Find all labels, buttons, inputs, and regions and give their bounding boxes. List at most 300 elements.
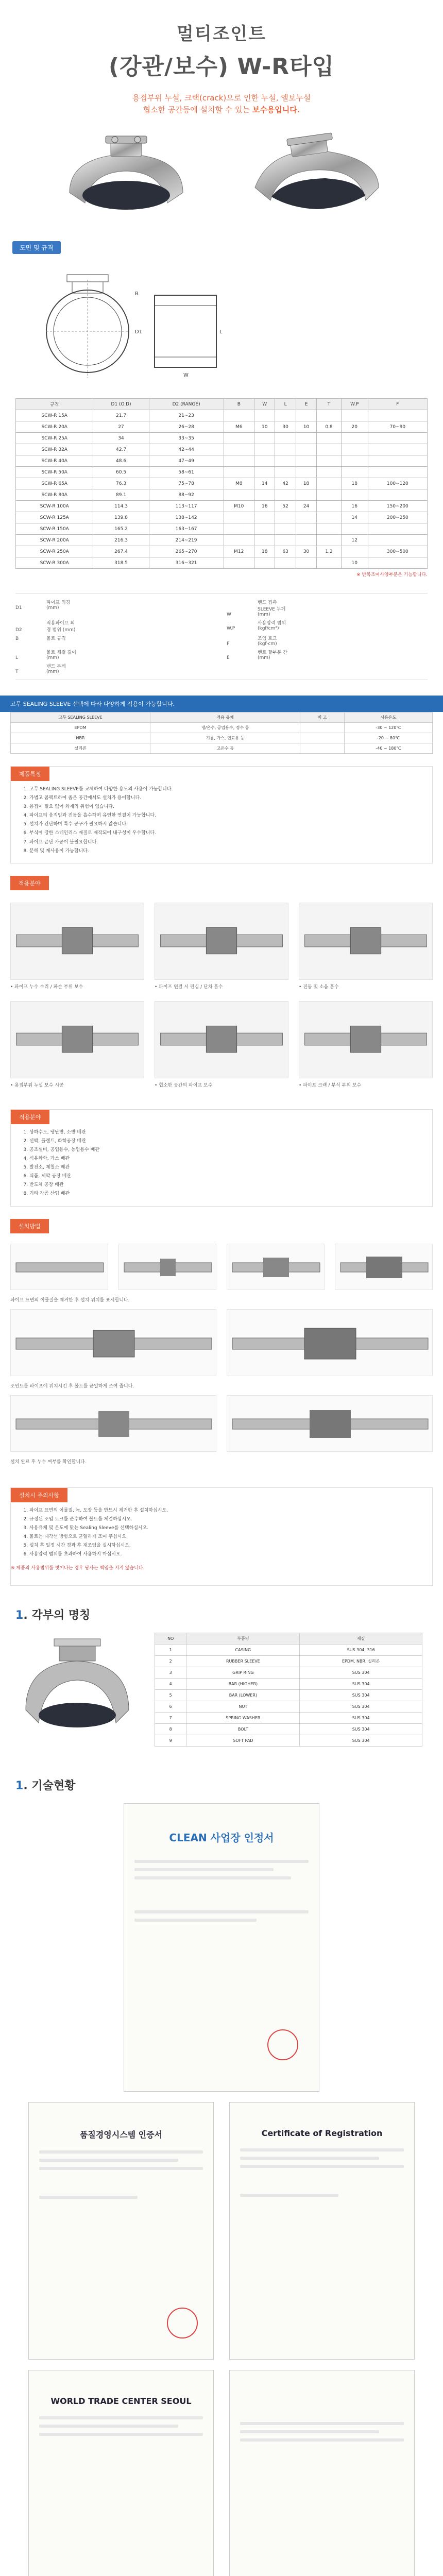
certificate-clean (124, 1803, 319, 2092)
spec-cell (254, 557, 275, 569)
spec-cell: 21.7 (93, 410, 149, 421)
spec-cell: 12 (341, 535, 368, 546)
spec-cell (317, 512, 341, 523)
spec-cell: 300~500 (368, 546, 427, 557)
spec-cell: 26~28 (149, 421, 224, 433)
caution-item: 4. 볼트는 대각선 방향으로 균일하게 조여 주십시오. (29, 1533, 422, 1541)
spec-cell (224, 455, 254, 467)
parts-cell: 2 (155, 1656, 186, 1667)
usage-item: 8. 기타 각종 산업 배관 (29, 1190, 422, 1198)
legend-item (15, 663, 216, 674)
applications-grid (10, 903, 433, 1090)
parts-cell: CASING (186, 1645, 300, 1656)
materials-header-0: 고무 SEALING SLEEVE (11, 713, 150, 723)
spec-cell: 30 (275, 421, 296, 433)
table-row (16, 478, 428, 489)
cautions-box (10, 1487, 433, 1586)
parts-cell: SUS 304 (300, 1701, 422, 1713)
spec-cell (317, 467, 341, 478)
table-row (16, 546, 428, 557)
materials-heading: 고무 SEALING SLEEVE 선택에 따라 다양하게 적용이 가능합니다. (0, 696, 443, 712)
spec-cell: 165.2 (93, 523, 149, 535)
legend-desc: 볼트 체결 길이 (mm) (46, 650, 76, 660)
spec-cell (224, 489, 254, 501)
parts-table (155, 1633, 422, 1747)
spec-cell (275, 512, 296, 523)
spec-cell: 52 (275, 501, 296, 512)
legend-symbol: W.P (227, 626, 235, 631)
spec-cell (296, 512, 316, 523)
spec-cell: 42~44 (149, 444, 224, 455)
table-row (155, 1701, 422, 1713)
parts-cell: SUS 304 (300, 1690, 422, 1701)
certificate-4 (28, 2370, 214, 2576)
table-row (155, 1656, 422, 1667)
spec-cell (317, 433, 341, 444)
table-row (16, 512, 428, 523)
certificate-row-2 (10, 2370, 433, 2576)
caution-item: 2. 규정된 조임 토크를 준수하여 볼트를 체결하십시오. (29, 1515, 422, 1524)
spec-cell (224, 444, 254, 455)
certificate-4-title: WORLD TRADE CENTER SEOUL (50, 2396, 192, 2406)
spec-cell (368, 444, 427, 455)
spec-cell (275, 557, 296, 569)
spec-cell: SCW-R 20A (16, 421, 93, 433)
parts-cell: SUS 304 (300, 1735, 422, 1747)
spec-cell (275, 467, 296, 478)
spec-cell (341, 410, 368, 421)
install-step-2 (118, 1244, 216, 1290)
legend-desc: 밴드 접촉 SLEEVE 두께 (mm) (258, 600, 286, 617)
spec-header-3: B (224, 399, 254, 410)
spec-cell (317, 478, 341, 489)
spec-cell: 318.5 (93, 557, 149, 569)
parts-cell: BAR (HIGHER) (186, 1679, 300, 1690)
spec-cell: 16 (341, 501, 368, 512)
svg-text:B: B (135, 291, 139, 297)
spec-cell: 76.3 (93, 478, 149, 489)
application-image (155, 1001, 288, 1078)
table-row (16, 410, 428, 421)
spec-cell: 63 (275, 546, 296, 557)
application-image (155, 903, 288, 980)
spec-cell (254, 410, 275, 421)
install-caption-1: 파이프 표면의 이물질을 제거한 후 설치 위치를 표시합니다. (10, 1297, 130, 1303)
spec-cell (317, 535, 341, 546)
pipe-illustration (11, 1310, 217, 1377)
caution-item: 1. 파이프 표면의 이물질, 녹, 도장 등을 반드시 제거한 후 설치하십시오. (29, 1506, 422, 1515)
parts-title: 1. 각부의 명칭 (15, 1609, 91, 1622)
spec-cell: SCW-R 32A (16, 444, 93, 455)
feature-item: 6. 부식에 강한 스테인리스 재질로 제작되어 내구성이 우수합니다. (29, 829, 422, 838)
spec-cell: 10 (254, 421, 275, 433)
spec-cell (296, 489, 316, 501)
feature-item: 8. 분해 및 재사용이 가능합니다. (29, 847, 422, 856)
pipe-illustration (11, 1244, 109, 1291)
application-card (155, 1001, 288, 1090)
application-card (10, 903, 144, 991)
usage-item: 6. 식품, 제약 공장 배관 (29, 1172, 422, 1181)
parts-cell: SUS 304 (300, 1667, 422, 1679)
application-caption: • 파이프 크랙 / 부식 부위 보수 (299, 1083, 362, 1089)
legend-item (15, 619, 216, 633)
legend-item (227, 619, 428, 633)
certificate-clean-title: CLEAN 사업장 인정서 (169, 1832, 274, 1844)
legend-item (227, 663, 428, 674)
pipe-illustration (335, 1244, 433, 1291)
application-caption: • 진동 및 소음 흡수 (299, 984, 339, 990)
pipe-illustration (227, 1310, 433, 1377)
spec-cell: 16 (254, 501, 275, 512)
table-row (16, 489, 428, 501)
feature-item: 2. 가볍고 콤팩트하여 좁은 공간에서도 설치가 용이합니다. (29, 794, 422, 803)
spec-cell: 75~78 (149, 478, 224, 489)
parts-cell: SPRING WASHER (186, 1713, 300, 1724)
spec-cell: SCW-R 300A (16, 557, 93, 569)
application-caption: • 파이프 누수 수리 / 파손 부위 보수 (10, 984, 83, 990)
materials-header-1: 적용 유체 (150, 713, 300, 723)
parts-cell: EPDM, NBR, 실리콘 (300, 1656, 422, 1667)
feature-item: 7. 파이프 끝단 가공이 불필요합니다. (29, 838, 422, 847)
dimension-drawings (0, 254, 443, 393)
certificate-registration-title: Certificate of Registration (261, 2128, 383, 2139)
materials-header-2: 비 고 (300, 713, 344, 723)
spec-cell: 21~23 (149, 410, 224, 421)
certificate-quality (28, 2102, 214, 2360)
spec-cell: 18 (254, 546, 275, 557)
spec-cell (296, 444, 316, 455)
spec-cell: SCW-R 200A (16, 535, 93, 546)
usage-item: 7. 반도체 공장 배관 (29, 1181, 422, 1190)
spec-cell (254, 455, 275, 467)
feature-item: 4. 파이프의 움직임과 진동을 흡수하며 유연한 연결이 가능합니다. (29, 811, 422, 820)
legend-symbol: W (227, 612, 231, 617)
legend-symbol: D2 (15, 628, 22, 633)
materials-cell: -20 ~ 80℃ (344, 733, 432, 743)
spec-cell (317, 523, 341, 535)
spec-cell (275, 535, 296, 546)
spec-cell: 42.7 (93, 444, 149, 455)
spec-cell (368, 433, 427, 444)
application-caption: • 용접부위 누설 보수 시공 (10, 1083, 64, 1089)
spec-cell (275, 444, 296, 455)
parts-cell: SOFT PAD (186, 1735, 300, 1747)
product-subtitle: (강관/보수) W-R타입 (108, 54, 335, 80)
spec-cell (368, 535, 427, 546)
spec-cell: SCW-R 25A (16, 433, 93, 444)
spec-cell: 34 (93, 433, 149, 444)
legend-item (15, 599, 216, 617)
spec-cell (296, 535, 316, 546)
cautions-list (11, 1506, 432, 1560)
spec-cell: 47~49 (149, 455, 224, 467)
spec-cell: 48.6 (93, 455, 149, 467)
spec-header-8: W.P (341, 399, 368, 410)
feature-item: 3. 용접이 필요 없어 화재의 위험이 없습니다. (29, 803, 422, 811)
materials-table (10, 712, 433, 754)
spec-cell: M10 (224, 501, 254, 512)
parts-cell: SUS 304, 316 (300, 1645, 422, 1656)
spec-cell: 138~142 (149, 512, 224, 523)
spec-cell: M8 (224, 478, 254, 489)
legend-symbol: D1 (15, 605, 22, 611)
install-step-7 (10, 1395, 216, 1452)
spec-cell: 18 (296, 478, 316, 489)
spec-cell: SCW-R 65A (16, 478, 93, 489)
spec-cell: 100~120 (368, 478, 427, 489)
caution-item: 5. 설치 후 일정 시간 경과 후 재조임을 실시하십시오. (29, 1541, 422, 1550)
pipe-illustration (227, 1396, 433, 1452)
install-step-1 (10, 1244, 108, 1290)
table-row (155, 1679, 422, 1690)
legend-item (227, 635, 428, 647)
parts-cell: RUBBER SLEEVE (186, 1656, 300, 1667)
spec-cell (296, 455, 316, 467)
spec-cell: 58~61 (149, 467, 224, 478)
install-tab: 설치방법 (10, 1219, 49, 1233)
tech-title: 1. 기술현황 (15, 1780, 76, 1793)
legend-desc: 볼트 규격 (46, 636, 66, 641)
legend-desc: 벤트 끝부분 간 (mm) (258, 650, 287, 660)
materials-cell (300, 733, 344, 743)
svg-text:L: L (219, 329, 223, 335)
parts-cell: SUS 304 (300, 1679, 422, 1690)
application-image (10, 1001, 144, 1078)
materials-cell: EPDM (11, 723, 150, 733)
spec-cell: 150~200 (368, 501, 427, 512)
svg-text:D1: D1 (135, 329, 143, 335)
spec-cell (368, 523, 427, 535)
spec-cell (341, 433, 368, 444)
spec-cell: SCW-R 50A (16, 467, 93, 478)
spec-cell: 42 (275, 478, 296, 489)
spec-cell: 114.3 (93, 501, 149, 512)
spec-cell: 20 (341, 421, 368, 433)
certificate-row-1 (10, 2102, 433, 2360)
spec-cell (341, 467, 368, 478)
parts-cell: 3 (155, 1667, 186, 1679)
spec-table (15, 398, 428, 569)
product-photos (0, 115, 443, 234)
spec-cell: SCW-R 40A (16, 455, 93, 467)
svg-text:W: W (183, 372, 189, 378)
legend-item (227, 649, 428, 660)
install-step-4 (335, 1244, 433, 1290)
application-card (10, 1001, 144, 1090)
parts-cell: BAR (LOWER) (186, 1690, 300, 1701)
spec-cell (224, 512, 254, 523)
spec-cell (254, 467, 275, 478)
legend-symbol: L (15, 655, 19, 660)
product-description: 용접부위 누설, 크랙(crack)으로 인한 누설, 엘보누설 협소한 공간등에 설치할 수 있는 보수용입니다. (132, 93, 311, 114)
spec-cell: 10 (341, 557, 368, 569)
spec-cell (341, 444, 368, 455)
spec-header-6: E (296, 399, 316, 410)
legend-item (15, 635, 216, 647)
certificate-registration (229, 2102, 415, 2360)
table-row (155, 1690, 422, 1701)
install-step-3 (227, 1244, 325, 1290)
feature-item: 1. 고무 SEALING SLEEVE를 교체하여 다양한 용도의 사용이 가능합니다. (29, 785, 422, 794)
spec-cell: SCW-R 250A (16, 546, 93, 557)
section-tab-dimension: 도면 및 규격 (12, 241, 61, 254)
parts-cell: GRIP RING (186, 1667, 300, 1679)
application-image (10, 903, 144, 980)
install-step-5 (10, 1309, 216, 1376)
usage-box (10, 1109, 433, 1207)
table-row (16, 501, 428, 512)
spec-cell (317, 489, 341, 501)
features-list (11, 785, 432, 856)
caution-item: 6. 사용압력 범위를 초과하여 사용하지 마십시오. (29, 1550, 422, 1559)
spec-header-2: D2 (RANGE) (149, 399, 224, 410)
spec-cell (317, 455, 341, 467)
usage-list (11, 1128, 432, 1199)
spec-cell (224, 523, 254, 535)
table-row (16, 455, 428, 467)
product-title: 멀티조인트 (176, 24, 267, 44)
spec-cell: M12 (224, 546, 254, 557)
spec-cell: SCW-R 80A (16, 489, 93, 501)
parts-cell: SUS 304 (300, 1713, 422, 1724)
application-card (299, 903, 433, 991)
spec-cell (275, 410, 296, 421)
spec-cell (224, 467, 254, 478)
materials-cell: 냉/온수, 공업용수, 정수 등 (150, 723, 300, 733)
cautions-tab: 설치시 주의사항 (11, 1488, 67, 1502)
install-caption-3: 설치 완료 후 누수 여부를 확인합니다. (10, 1459, 87, 1465)
parts-cell: 9 (155, 1735, 186, 1747)
application-image (299, 903, 433, 980)
spec-cell (254, 512, 275, 523)
spec-cell (317, 410, 341, 421)
table-row (16, 433, 428, 444)
legend-desc: 사용압력 범위 (kgf/cm²) (258, 621, 286, 631)
spec-cell: 0.8 (317, 421, 341, 433)
spec-cell: 267.4 (93, 546, 149, 557)
legend-item (227, 599, 428, 617)
table-row (155, 1667, 422, 1679)
spec-cell: 14 (254, 478, 275, 489)
spec-cell (224, 410, 254, 421)
spec-header-5: L (275, 399, 296, 410)
materials-header-3: 사용온도 (344, 713, 432, 723)
cautions-highlight: ※ 제품의 사용범위를 벗어나는 경우 당사는 책임을 지지 않습니다. (11, 1566, 145, 1571)
certificate-5 (229, 2370, 415, 2576)
materials-cell: 고온수 등 (150, 743, 300, 754)
spec-cell (254, 523, 275, 535)
materials-cell (300, 723, 344, 733)
spec-cell (254, 444, 275, 455)
spec-cell: 1.2 (317, 546, 341, 557)
clamp-photo-angle (240, 131, 394, 224)
spec-header-9: F (368, 399, 427, 410)
spec-cell (296, 433, 316, 444)
spec-cell (224, 433, 254, 444)
usage-item: 2. 선박, 플랜트, 화학공장 배관 (29, 1137, 422, 1146)
spec-cell (368, 557, 427, 569)
legend-item (15, 649, 216, 660)
table-row (11, 733, 433, 743)
legend-symbol: T (15, 669, 19, 674)
spec-cell (341, 489, 368, 501)
application-caption: • 파이프 연결 시 편심 / 단차 흡수 (155, 984, 223, 990)
spec-cell (341, 523, 368, 535)
table-row (16, 444, 428, 455)
spec-cell (317, 557, 341, 569)
table-row (155, 1724, 422, 1735)
spec-cell: M6 (224, 421, 254, 433)
parts-header-2: 재질 (300, 1633, 422, 1645)
spec-cell: 33~35 (149, 433, 224, 444)
install-caption-2: 조인트를 파이프에 위치시킨 후 볼트를 균일하게 조여 줍니다. (10, 1383, 134, 1389)
caution-item: 3. 사용유체 및 온도에 맞는 Sealing Sleeve를 선택하십시오. (29, 1524, 422, 1533)
table-row (16, 535, 428, 546)
spec-cell (275, 489, 296, 501)
table-row (155, 1735, 422, 1747)
spec-cell (275, 433, 296, 444)
parts-header-0: NO (155, 1633, 186, 1645)
legend-symbol: E (227, 655, 230, 660)
application-card (155, 903, 288, 991)
table-row (155, 1713, 422, 1724)
install-step-8 (227, 1395, 433, 1452)
materials-cell: NBR (11, 733, 150, 743)
table-row (155, 1645, 422, 1656)
materials-cell (300, 743, 344, 754)
parts-cell: NUT (186, 1701, 300, 1713)
table-row (11, 723, 433, 733)
feature-item: 5. 설치가 간단하며 특수 공구가 필요하지 않습니다. (29, 820, 422, 829)
spec-cell (368, 455, 427, 467)
hero (0, 0, 443, 115)
usage-item: 4. 석유화학, 가스 배관 (29, 1155, 422, 1163)
legend-symbol: B (15, 636, 19, 641)
pipe-illustration (119, 1244, 217, 1291)
parts-cell: 7 (155, 1713, 186, 1724)
clamp-photo-front (49, 131, 203, 224)
spec-cell: SCW-R 150A (16, 523, 93, 535)
parts-cell: 8 (155, 1724, 186, 1735)
install-steps-row-1 (10, 1244, 433, 1290)
spec-cell (341, 455, 368, 467)
usage-item: 3. 공조설비, 공업용수, 농업용수 배관 (29, 1146, 422, 1155)
spec-cell: 316~321 (149, 557, 224, 569)
install-step-6 (227, 1309, 433, 1376)
symbol-legend (15, 593, 428, 680)
spec-cell: 216.3 (93, 535, 149, 546)
drawing-front-view (15, 264, 232, 383)
install-steps-row-3 (10, 1395, 433, 1452)
usage-item: 1. 상하수도, 냉난방, 소방 배관 (29, 1128, 422, 1137)
spec-cell: 24 (296, 501, 316, 512)
spec-cell: 10 (296, 421, 316, 433)
spec-cell: 113~117 (149, 501, 224, 512)
spec-cell (341, 546, 368, 557)
spec-cell: 265~270 (149, 546, 224, 557)
legend-desc: 조임 토크 (kgf·cm) (258, 636, 277, 647)
parts-cell: BOLT (186, 1724, 300, 1735)
spec-cell: 214~219 (149, 535, 224, 546)
spec-cell: 18 (341, 478, 368, 489)
spec-cell (296, 467, 316, 478)
spec-cell (368, 467, 427, 478)
spec-cell: 70~90 (368, 421, 427, 433)
parts-cell: SUS 304 (300, 1724, 422, 1735)
spec-cell (317, 501, 341, 512)
applications-box (10, 876, 433, 1097)
install-box (10, 1219, 433, 1475)
